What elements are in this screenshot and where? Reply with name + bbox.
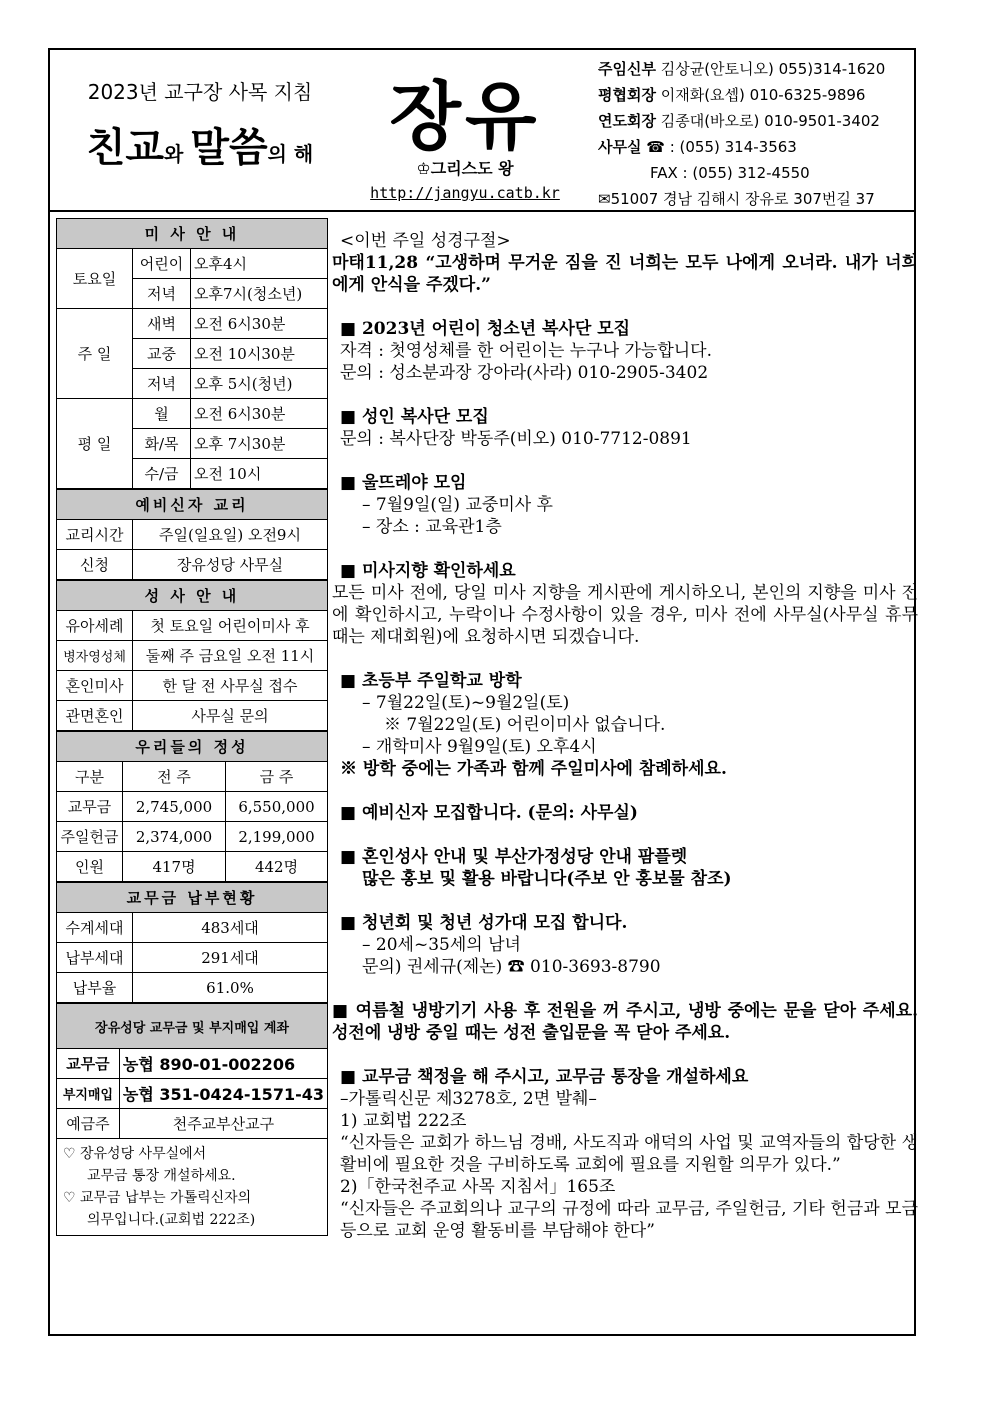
week-label: 평 일 (57, 399, 133, 489)
header-left (50, 50, 350, 210)
sidebar-notes: ♡ 장유성당 사무실에서 교무금 통장 개설하세요. ♡ 교무금 납부는 가톨릭신자의 의무입니다.(교회법 222조) (56, 1139, 328, 1236)
notice-heading: ■ 2023년 어린이 청소년 복사단 모집 (340, 319, 631, 339)
announcements: <이번 주일 성경구절> 마태11,28 “고생하며 무거운 짐을 진 너희는 모두 나에게 오너라. 내가 너희에게 안식을 주겠다.” ■ 2023년 어린이 청소년 복사단 모집 자격 : 첫영성체를 한 어린이는 누구나 가능합니다. 문의 : 성소분과장 강아라(사라) 010-2905-3402 ■ 성인 복사단 모집 문의 : 복사단장 박동주(비오) 010-7712-0891 ■ 울뜨레야 모임 – 7월9일(일) 교중미사 후 – 장소 : 교육관1층 ■ 미사지향 확인하세요 모든 미사 전에, 당일 미사 지향을 게시판에 게시하오니, 본인의 지향을 미사 전에 확인하시고, 누락이나 수정사항이 있을 경우, 미사 전에 사무실(사무실 휴무 때는 제대회원)에 요청하시면 되겠습니다. ■ 초등부 주일학교 방학 – 7월22일(토)~9월2일(토) ※ 7월22일(토) 어린이미사 없습니다. – 개학미사 9월9일(토) 오후4시 ※ 방학 중에는 가족과 함께 주일미사에 참례하세요. ■ 예비신자 모집합니다. (문의: 사무실) ■ 혼인성사 안내 및 부산가정성당 안내 팜플렛 많은 홍보 및 활용 바랍니다(주보 안 홍보물 참조) ■ 청년회 및 청년 성가대 모집 합니다. – 20세~35세의 남녀 문의) 권세규(제논) ☎ 010-3693-8790 ■ 여름철 냉방기기 사용 후 전원을 꺼 주시고, 냉방 중에는 문을 닫아 주세요. 성전에 냉방 중일 때는 성전 출입문을 꼭 닫아 주세요. ■ 교무금 책정을 해 주시고, 교무금 통장을 개설하세요 –가톨릭신문 제3278호, 2면 발췌– 1) 교회법 222조 “신자들은 교회가 하느님 경배, 사도직과 애덕의 사업 및 교역자들의 합당한 생활비에 필요한 것을 구비하도록 교회에 필요를 지원할 의무가 있다.” 2)「한국천주교 사목 지침서」165조 “신자들은 주교회의나 교구의 규정에 따라 교무금, 주일헌금, 기타 헌금과 모금 등으로 교회 운영 활동비를 부담해야 한다” (332, 231, 918, 1241)
contact-row: 주임신부 김상균(안토니오) 055)314-1620 (598, 60, 886, 78)
motto (50, 116, 350, 173)
notice-paragraph: ■ 여름철 냉방기기 사용 후 전원을 꺼 주시고, 냉방 중에는 문을 닫아 주세요. 성전에 냉방 중일 때는 성전 출입문을 꼭 닫아 주세요. (332, 1001, 918, 1043)
contact-row: 연도회장 김종대(바오로) 010-9501-3402 (598, 112, 880, 130)
mass-title: 미 사 안 내 (57, 219, 328, 249)
sat-label: 토요일 (57, 249, 133, 309)
notice-heading: ■ 성인 복사단 모집 (340, 407, 489, 427)
header (50, 50, 914, 212)
dues-table: 교무금 납부현황 수계세대 483세대 납부세대 291세대 납부율 61.0% (56, 882, 328, 1003)
feast-name: ♔그리스도 왕 (416, 159, 514, 178)
sun-label: 주 일 (57, 309, 133, 399)
motto-particle-1: 와 (164, 142, 191, 166)
bulletin-title: 장유 (389, 74, 541, 160)
contact-row: ✉51007 경남 김해시 장유로 307번길 37 (598, 190, 875, 208)
catechumen-table: 예비신자 교리 교리시간 주일(일요일) 오전9시 신청 장유성당 사무실 (56, 489, 328, 580)
parish-url-link[interactable]: http://jangyu.catb.kr (370, 184, 560, 202)
offering-table: 우리들의 정성 구분 전 주 금 주 교무금 2,745,000 6,550,000 주일헌금 2,374,000 2,199,000 인원 417명 442명 (56, 731, 328, 882)
motto-word-1: 친교 (86, 125, 165, 171)
gospel-heading: <이번 주일 성경구절> (340, 231, 511, 251)
contact-row: FAX : (055) 312-4550 (650, 164, 810, 182)
notice-heading: ■ 교무금 책정을 해 주시고, 교무금 통장을 개설하세요 (340, 1067, 749, 1087)
notice-heading: ■ 예비신자 모집합니다. (문의: 사무실) (340, 803, 638, 823)
notice-heading: ■ 청년회 및 청년 성가대 모집 합니다. (340, 913, 628, 933)
policy-line: 2023년 교구장 사목 지침 (87, 80, 313, 104)
notice-heading: ■ 울뜨레야 모임 (340, 473, 467, 493)
motto-word-2: 말씀 (190, 125, 268, 171)
info-sidebar (56, 218, 328, 1236)
account-table: 장유성당 교무금 및 부지매입 계좌 교무금 농협 890-01-002206 부지매입 농협 351-0424-1571-43 예금주 천주교부산교구 (56, 1003, 328, 1139)
schedule-table: 미 사 안 내 토요일 어린이 오후4시 저녁 오후7시(청소년) 주 일 새벽 오전 6시30분 교중 오전 10시30분 저녁 오후 5시(청년) 평 일 월 오전 6시30분 화/목 오후 7시30분 수/금 오전 10시 (56, 218, 328, 489)
notice-heading: ■ 혼인성사 안내 및 부산가정성당 안내 팜플렛 (340, 847, 688, 867)
motto-particle-2: 의 해 (267, 142, 314, 166)
notice-heading: ■ 미사지향 확인하세요 (340, 561, 516, 581)
gospel-verse: 마태11,28 “고생하며 무거운 짐을 진 너희는 모두 나에게 오너라. 내가 너희에게 안식을 주겠다.” (332, 253, 918, 295)
header-center (350, 50, 580, 210)
contact-block (598, 56, 914, 212)
notice-heading: ■ 초등부 주일학교 방학 (340, 671, 522, 691)
bulletin-frame (48, 48, 916, 1336)
contact-row: 사무실 ☎ : (055) 314-3563 (598, 138, 797, 156)
sacrament-table: 성 사 안 내 유아세례 첫 토요일 어린이미사 후 병자영성체 둘째 주 금요일 오전 11시 혼인미사 한 달 전 사무실 접수 관면혼인 사무실 문의 (56, 580, 328, 731)
contact-row: 평협회장 이재화(요셉) 010-6325-9896 (598, 86, 866, 104)
